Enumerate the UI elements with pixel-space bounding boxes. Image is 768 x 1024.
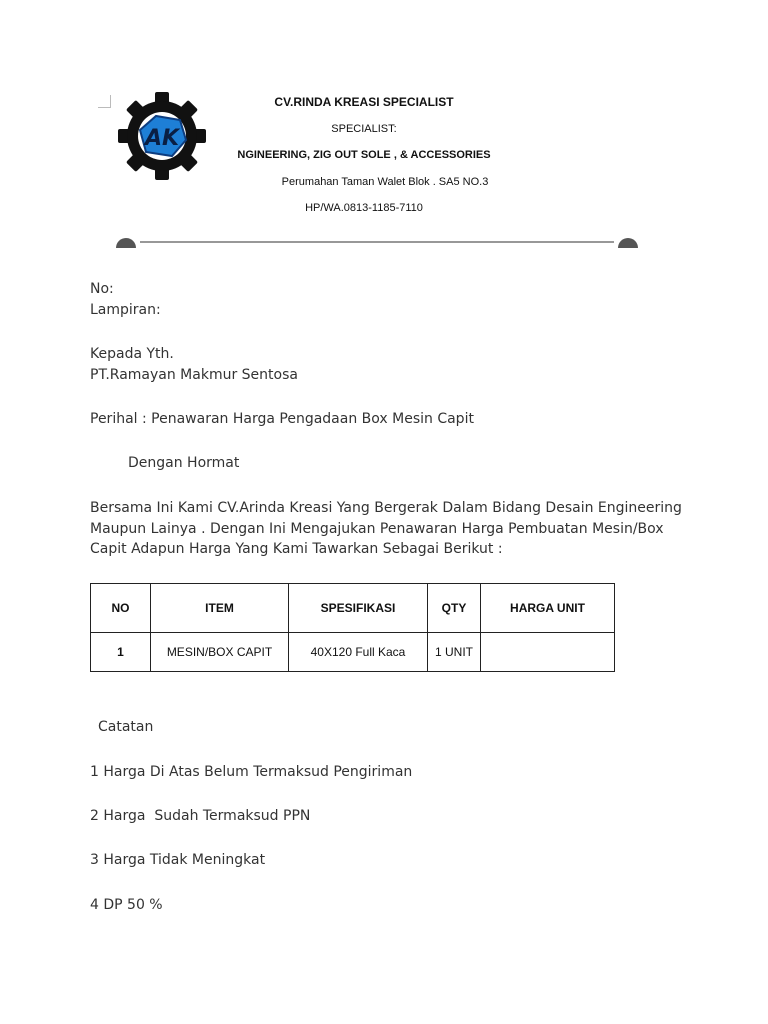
specialist-fields: NGINEERING, ZIG OUT SOLE , & ACCESSORIES [237,149,491,161]
logo-lettering: AK [144,126,180,151]
notes-title: Catatan [98,719,154,735]
price-offer-table [90,583,615,672]
specialist-label: SPECIALIST: [331,123,397,135]
header-qty: QTY [428,584,481,633]
header-divider [114,228,642,250]
corner-mark [98,95,111,108]
letter-subject: Perihal : Penawaran Harga Pengadaan Box Mesin Capit [90,411,474,427]
header-unit-price: HARGA UNIT [481,584,615,633]
body-line: Bersama Ini Kami CV.Arinda Kreasi Yang Bergerak Dalam Bidang Desain Engineering [90,500,682,516]
body-line: Capit Adapun Harga Yang Kami Tawarkan Sebagai Berikut : [90,541,503,557]
note-item: 2 Harga Sudah Termaksud PPN [90,808,311,824]
addressee-label: Kepada Yth. [90,346,174,362]
cell-item: MESIN/BOX CAPIT [151,633,289,672]
header-item: ITEM [151,584,289,633]
letter-number-label: No: [90,281,114,297]
cell-specification: 40X120 Full Kaca [289,633,428,672]
table-header-row [91,584,615,633]
cell-unit-price [481,633,615,672]
table-row [91,633,615,672]
divider-left-cap [116,238,136,248]
company-logo [116,90,208,182]
note-item: 4 DP 50 % [90,897,163,913]
company-phone: HP/WA.0813-1185-7110 [305,202,423,214]
greeting: Dengan Hormat [128,455,240,471]
note-item: 3 Harga Tidak Meningkat [90,852,266,868]
header-specification: SPESIFIKASI [289,584,428,633]
divider-right-cap [618,238,638,248]
body-line: Maupun Lainya . Dengan Ini Mengajukan Penawaran Harga Pembuatan Mesin/Box [90,521,664,537]
company-address: Perumahan Taman Walet Blok . SA5 NO.3 [281,176,489,188]
cell-qty: 1 UNIT [428,633,481,672]
header-no: NO [91,584,151,633]
company-name: CV.RINDA KREASI SPECIALIST [274,95,454,109]
attachment-label: Lampiran: [90,302,161,318]
recipient-name: PT.Ramayan Makmur Sentosa [90,367,298,383]
cell-no: 1 [91,633,151,672]
note-item: 1 Harga Di Atas Belum Termaksud Pengiriman [90,764,413,780]
